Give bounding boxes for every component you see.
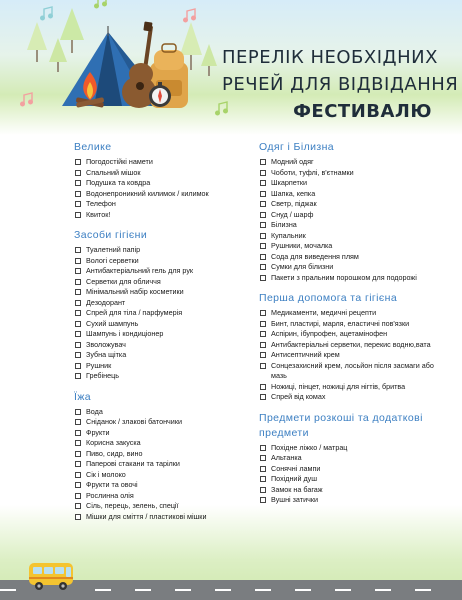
list-item xyxy=(259,273,449,284)
checkbox[interactable] xyxy=(260,455,266,461)
item-label: Аспірин, ібупрофен, ацетамінофен xyxy=(271,329,388,338)
list-item xyxy=(74,501,244,512)
item-label: Паперові стакани та тарілки xyxy=(86,459,180,468)
item-label: Бинт, пластирі, марля, еластичні пов'язки xyxy=(271,318,410,328)
checkbox[interactable] xyxy=(260,476,266,482)
checkbox[interactable] xyxy=(75,409,81,415)
checkbox[interactable] xyxy=(260,222,266,228)
item-label: Светр, піджак xyxy=(271,199,317,208)
checkbox[interactable] xyxy=(260,321,266,327)
section-heading: Перша допомога та гігієна xyxy=(259,292,398,304)
list-item xyxy=(259,220,449,231)
item-label: Вушні затички xyxy=(271,495,318,504)
checkbox[interactable] xyxy=(75,310,81,316)
list-item xyxy=(74,428,244,439)
item-label: Модний одяг xyxy=(271,157,314,166)
item-label: Снуд / шарф xyxy=(271,209,314,219)
checkbox[interactable] xyxy=(75,279,81,285)
list-item xyxy=(74,256,244,267)
checkbox[interactable] xyxy=(75,514,81,520)
list-item xyxy=(74,298,244,309)
right-column xyxy=(259,140,449,514)
checkbox[interactable] xyxy=(75,482,81,488)
checkbox[interactable] xyxy=(75,201,81,207)
checkbox[interactable] xyxy=(260,394,266,400)
item-label: Сода для виведення плям xyxy=(271,251,359,261)
item-label: Похідний душ xyxy=(271,474,318,483)
checkbox[interactable] xyxy=(75,289,81,295)
item-label: Спальний мішок xyxy=(86,167,141,177)
bus-icon xyxy=(28,560,76,592)
item-label: Фрукти та овочі xyxy=(86,480,138,489)
section-heading: Їжа xyxy=(74,390,91,403)
checkbox[interactable] xyxy=(260,201,266,207)
checkbox[interactable] xyxy=(75,268,81,274)
list-item xyxy=(74,266,244,277)
checkbox[interactable] xyxy=(75,451,81,457)
checkbox[interactable] xyxy=(260,445,266,451)
road-marking xyxy=(135,589,151,591)
list-item xyxy=(74,407,244,418)
list-item xyxy=(259,241,449,252)
list-item xyxy=(74,287,244,298)
list-item xyxy=(74,277,244,288)
list-item xyxy=(74,350,244,361)
item-label: Дезодорант xyxy=(86,297,126,307)
checkbox[interactable] xyxy=(75,352,81,358)
item-label: Рушники, мочалка xyxy=(271,241,333,250)
checkbox[interactable] xyxy=(75,373,81,379)
checklist xyxy=(74,407,244,523)
item-label: Сонячні лампи xyxy=(271,463,321,473)
checklist-section xyxy=(259,411,449,506)
checkbox[interactable] xyxy=(260,352,266,358)
item-label: Корисна закуска xyxy=(86,438,141,447)
checklist xyxy=(74,245,244,382)
list-item xyxy=(74,189,244,200)
item-label: Замок на багаж xyxy=(271,484,323,494)
item-label: Сік і молоко xyxy=(86,469,126,479)
list-item xyxy=(259,319,449,330)
list-item xyxy=(74,168,244,179)
list-item xyxy=(74,178,244,189)
checkbox[interactable] xyxy=(75,159,81,165)
checkbox[interactable] xyxy=(75,342,81,348)
road-marking xyxy=(375,589,391,591)
list-item xyxy=(74,417,244,428)
tree-icon xyxy=(60,8,84,53)
list-item xyxy=(74,480,244,491)
road-marking xyxy=(415,589,431,591)
checklist-section xyxy=(74,390,244,523)
list-item xyxy=(74,512,244,523)
checkbox[interactable] xyxy=(75,300,81,306)
item-label: Водонепроникний килимок / килимок xyxy=(86,188,209,198)
title-line-2: РЕЧЕЙ ДЛЯ ВІДВІДАННЯ xyxy=(222,74,459,95)
list-item xyxy=(259,464,449,475)
item-label: Купальник xyxy=(271,230,306,240)
checkbox[interactable] xyxy=(260,331,266,337)
list-item xyxy=(74,470,244,481)
road-marking xyxy=(295,589,311,591)
checkbox[interactable] xyxy=(260,275,266,281)
checklist xyxy=(259,157,449,283)
checkbox[interactable] xyxy=(260,363,266,369)
tree-icon xyxy=(201,44,217,76)
item-label: Чоботи, туфлі, в'єтнамки xyxy=(271,167,354,177)
list-item xyxy=(259,361,449,382)
checkbox[interactable] xyxy=(260,342,266,348)
checkbox[interactable] xyxy=(75,461,81,467)
list-item xyxy=(259,157,449,168)
checkbox[interactable] xyxy=(260,180,266,186)
checklist xyxy=(259,308,449,403)
item-label: Сіль, перець, зелень, спеції xyxy=(86,501,179,510)
item-label: Антибактеріальні серветки, перекис водню,вата xyxy=(271,339,431,349)
list-item xyxy=(259,329,449,340)
item-label: Гребінець xyxy=(86,371,119,380)
page-title xyxy=(222,44,462,125)
road-marking xyxy=(175,589,191,591)
section-heading: Засоби гігієни xyxy=(74,229,148,241)
item-label: Антибактеріальний гель для рук xyxy=(86,266,194,275)
list-item xyxy=(259,199,449,210)
list-item xyxy=(259,308,449,319)
list-item xyxy=(259,392,449,403)
tree-icon xyxy=(49,38,67,72)
item-label: Шапка, кепка xyxy=(271,188,316,198)
list-item xyxy=(259,474,449,485)
checklist-section xyxy=(74,228,244,382)
list-item xyxy=(259,485,449,496)
checkbox[interactable] xyxy=(260,191,266,197)
checkbox[interactable] xyxy=(75,321,81,327)
checkbox[interactable] xyxy=(260,159,266,165)
list-item xyxy=(74,361,244,372)
checkbox[interactable] xyxy=(260,310,266,316)
list-item xyxy=(259,231,449,242)
list-item xyxy=(259,168,449,179)
item-label: Рушник xyxy=(86,360,112,370)
list-item xyxy=(74,319,244,330)
list-item xyxy=(74,245,244,256)
checkbox[interactable] xyxy=(260,384,266,390)
checklist-section xyxy=(74,140,244,220)
item-label: Спрей для тіла / парфумерія xyxy=(86,308,183,317)
checkbox[interactable] xyxy=(75,331,81,337)
item-label: Зволожувач xyxy=(86,339,126,349)
list-item xyxy=(259,252,449,263)
music-note-icon xyxy=(21,93,33,106)
list-item xyxy=(74,459,244,470)
list-item xyxy=(259,350,449,361)
checkbox[interactable] xyxy=(75,180,81,186)
list-item xyxy=(259,382,449,393)
item-label: Сухий шампунь xyxy=(86,318,139,328)
checkbox[interactable] xyxy=(75,503,81,509)
item-label: Фрукти xyxy=(86,427,110,437)
list-item xyxy=(74,157,244,168)
item-label: Медикаменти, медичні рецепти xyxy=(271,308,377,317)
music-note-icon xyxy=(41,7,53,20)
checkbox[interactable] xyxy=(260,212,266,218)
item-label: Спрей від комах xyxy=(271,392,326,401)
item-label: Сонцезахисний крем, лосьйон після засмаги або мазь xyxy=(271,360,434,380)
checkbox[interactable] xyxy=(260,487,266,493)
item-label: Ножиці, пінцет, ножиці для нігтів, бритва xyxy=(271,381,406,391)
item-label: Туалетний папір xyxy=(86,245,141,254)
item-label: Пиво, сидр, вино xyxy=(86,448,143,458)
title-line-1: ПЕРЕЛІК НЕОБХІДНИХ xyxy=(222,47,438,68)
list-item xyxy=(259,495,449,506)
list-item xyxy=(259,453,449,464)
item-label: Мішки для сміття / пластикові мішки xyxy=(86,511,207,521)
checkbox[interactable] xyxy=(75,258,81,264)
item-label: Білизна xyxy=(271,220,297,229)
checkbox[interactable] xyxy=(260,243,266,249)
music-note-icon xyxy=(95,0,107,8)
checkbox[interactable] xyxy=(260,233,266,239)
list-item xyxy=(74,438,244,449)
list-item xyxy=(74,371,244,382)
checkbox[interactable] xyxy=(75,440,81,446)
checkbox[interactable] xyxy=(260,170,266,176)
checkbox[interactable] xyxy=(75,493,81,499)
checkbox[interactable] xyxy=(260,264,266,270)
checklist xyxy=(259,443,449,506)
list-item xyxy=(74,199,244,210)
list-item xyxy=(259,210,449,221)
checkbox[interactable] xyxy=(75,419,81,425)
item-label: Шампунь і кондиціонер xyxy=(86,329,164,338)
list-item xyxy=(74,210,244,221)
checkbox[interactable] xyxy=(260,497,266,503)
checkbox[interactable] xyxy=(75,212,81,218)
item-label: Вода xyxy=(86,406,103,416)
item-label: Похідне ліжко / матрац xyxy=(271,442,348,452)
item-label: Мінімальний набір косметики xyxy=(86,287,184,296)
list-item xyxy=(74,329,244,340)
section-heading: Предмети розкоші та додаткові предмети xyxy=(259,411,423,439)
item-label: Пакети з пральним порошком для подорожі xyxy=(271,272,417,282)
checkbox[interactable] xyxy=(75,472,81,478)
list-item xyxy=(74,491,244,502)
list-item xyxy=(259,340,449,351)
list-item xyxy=(259,189,449,200)
title-line-3: ФЕСТИВАЛЮ xyxy=(293,101,432,122)
item-label: Рослинна олія xyxy=(86,490,134,500)
road-marking xyxy=(95,589,111,591)
tree-icon xyxy=(27,22,47,62)
list-item xyxy=(259,262,449,273)
list-item xyxy=(74,340,244,351)
checkbox[interactable] xyxy=(75,430,81,436)
item-label: Антисептичний крем xyxy=(271,350,340,359)
checklist-section xyxy=(259,291,449,403)
list-item xyxy=(74,308,244,319)
music-note-icon xyxy=(184,9,196,22)
section-heading: Одяг і Білизна xyxy=(259,141,335,153)
road-marking xyxy=(0,589,16,591)
checklist-section xyxy=(259,140,449,283)
item-label: Подушка та ковдра xyxy=(86,178,151,187)
road-marking xyxy=(255,589,271,591)
checklist xyxy=(74,157,244,220)
item-label: Зубна щітка xyxy=(86,350,127,359)
checkbox[interactable] xyxy=(75,363,81,369)
section-heading: Велике xyxy=(74,141,112,153)
item-label: Телефон xyxy=(86,199,116,208)
item-label: Шкарпетки xyxy=(271,178,307,187)
list-item xyxy=(259,178,449,189)
item-label: Квиток! xyxy=(86,209,111,219)
checkbox[interactable] xyxy=(75,191,81,197)
item-label: Погодостійкі намети xyxy=(86,157,153,166)
left-column xyxy=(74,140,244,530)
road-marking xyxy=(215,589,231,591)
road-marking xyxy=(335,589,351,591)
checkbox[interactable] xyxy=(75,170,81,176)
checkbox[interactable] xyxy=(75,247,81,253)
checkbox[interactable] xyxy=(260,466,266,472)
list-item xyxy=(74,449,244,460)
list-item xyxy=(259,443,449,454)
item-label: Сніданок / злакові батончики xyxy=(86,417,182,426)
item-label: Альтанка xyxy=(271,453,302,462)
checkbox[interactable] xyxy=(260,254,266,260)
item-label: Вологі серветки xyxy=(86,255,139,265)
item-label: Сумки для білизни xyxy=(271,262,334,271)
item-label: Серветки для обличчя xyxy=(86,276,161,286)
